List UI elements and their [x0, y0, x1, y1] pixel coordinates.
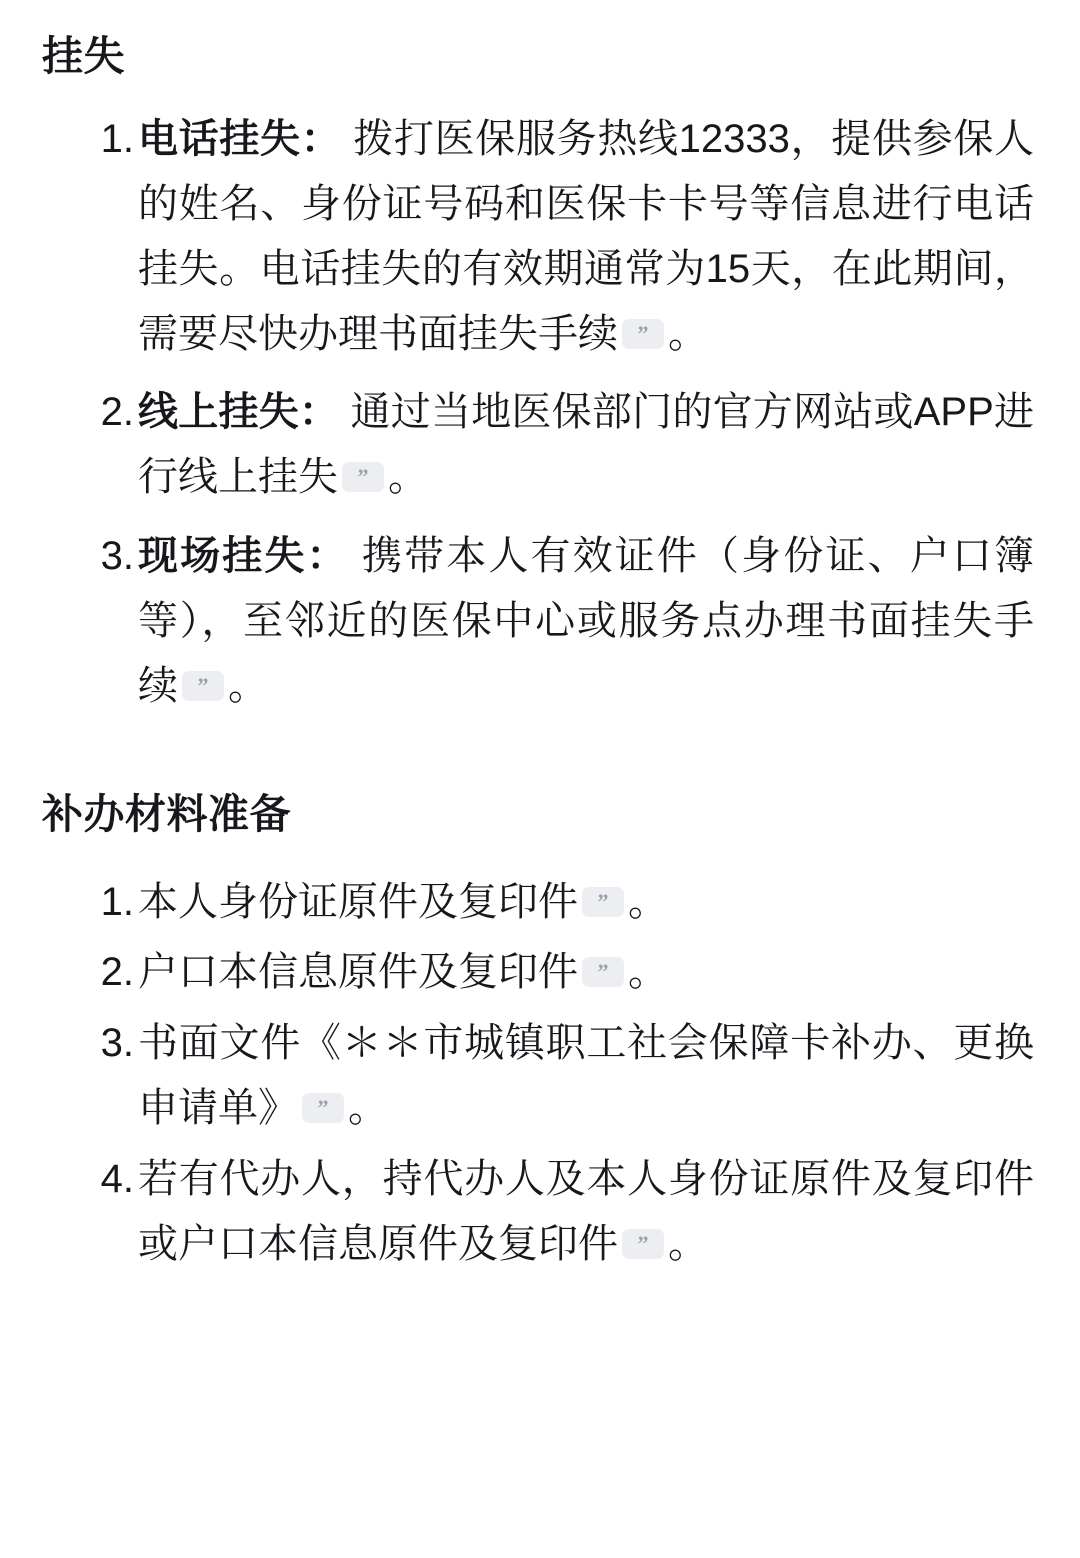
list-item-body: 若有代办人，持代办人及本人身份证原件及复印件或户口本信息原件及复印件 — [138, 1156, 1034, 1266]
list-item-tail: 。 — [228, 663, 268, 708]
citation-badge[interactable]: ” — [622, 1229, 664, 1259]
list-cailiao — [42, 870, 1034, 1277]
list-item-body: 携带本人有效证件（身份证、户口簿等），至邻近的医保中心或服务点办理书面挂失手续 — [138, 533, 1034, 708]
list-item-body: 书面文件《＊＊市城镇职工社会保障卡补办、更换申请单》 — [138, 1021, 1034, 1130]
citation-badge[interactable]: ” — [302, 1093, 344, 1123]
citation-badge[interactable]: ” — [622, 319, 664, 349]
list-item-tail: 。 — [348, 1085, 388, 1130]
list-item-body: 拨打医保服务热线12333，提供参保人的姓名、身份证号码和医保卡卡号等信息进行电话挂失。电话挂失的有效期通常为15天，在此期间，需要尽快办理书面挂失手续 — [138, 117, 1035, 356]
list-item-lead: 电话挂失： — [138, 117, 342, 162]
list-item — [42, 1011, 1034, 1141]
list-item-tail: 。 — [628, 950, 668, 995]
list-item-lead: 现场挂失： — [138, 533, 349, 578]
list-item-tail: 。 — [628, 879, 668, 924]
list-item-tail: 。 — [668, 1221, 708, 1266]
list-guashi — [42, 107, 1034, 718]
list-item-body: 通过当地医保部门的官方网站或APP进行线上挂失 — [138, 390, 1034, 500]
citation-badge[interactable]: ” — [182, 671, 224, 701]
list-item-lead: 线上挂失： — [138, 390, 340, 435]
list-item — [42, 940, 1034, 1005]
list-item — [42, 1147, 1034, 1277]
list-item-body: 本人身份证原件及复印件 — [138, 879, 578, 924]
list-item — [42, 107, 1034, 366]
section-title-guashi: 挂失 — [42, 33, 125, 79]
list-item-tail: 。 — [668, 311, 708, 356]
section-title-cailiao: 补办材料准备 — [42, 791, 291, 838]
list-item — [42, 870, 1034, 935]
citation-badge[interactable]: ” — [342, 462, 384, 492]
list-item-tail: 。 — [388, 455, 428, 500]
list-item-body: 户口本信息原件及复印件 — [138, 950, 578, 995]
citation-badge[interactable]: ” — [582, 887, 624, 917]
citation-badge[interactable]: ” — [582, 957, 624, 987]
list-item — [42, 524, 1034, 718]
list-item — [42, 380, 1034, 510]
